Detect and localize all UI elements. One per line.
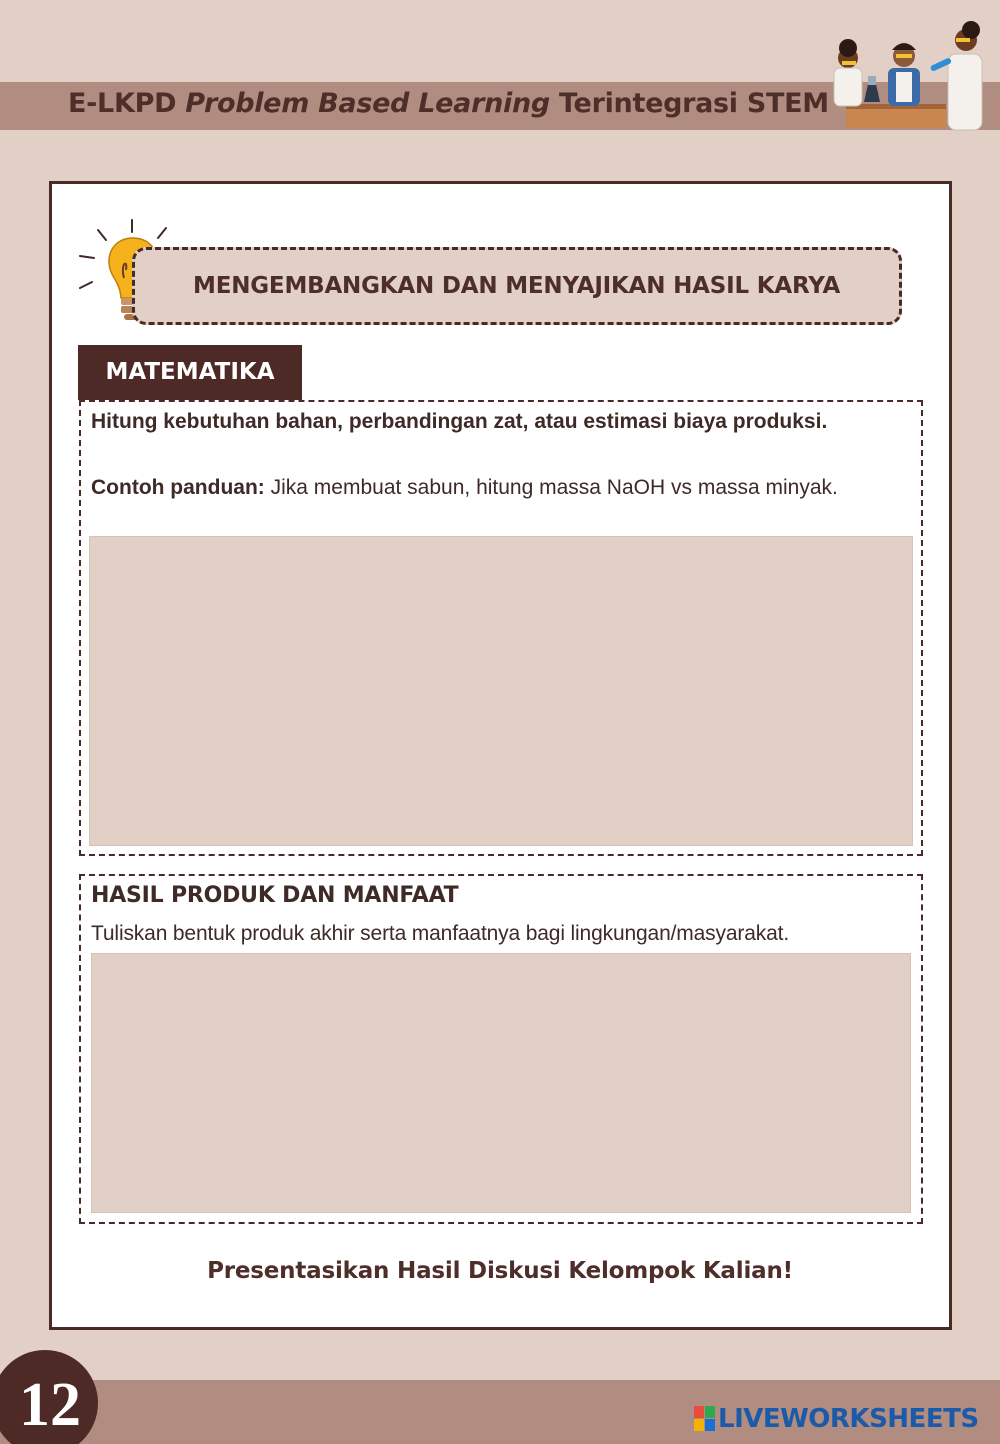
closing-text: Presentasikan Hasil Diskusi Kelompok Kalian!: [207, 1258, 793, 1284]
result-instruction: Tuliskan bentuk produk akhir serta manfaatnya bagi lingkungan/masyarakat.: [91, 922, 790, 945]
section-title: MENGEMBANGKAN DAN MENYAJIKAN HASIL KARYA: [193, 273, 841, 299]
result-answer-field[interactable]: [91, 953, 911, 1213]
header-title: [68, 88, 829, 124]
liveworksheets-logo-icon: [694, 1406, 716, 1432]
header-title-prefix: E-LKPD: [68, 88, 186, 119]
scientists-illustration: [826, 18, 986, 134]
result-heading: HASIL PRODUK DAN MANFAAT: [91, 883, 459, 908]
header-title-suffix: Terintegrasi STEM: [549, 88, 829, 119]
tab-matematika: MATEMATIKA: [78, 345, 302, 400]
liveworksheets-brand[interactable]: LIVEWORKSHEETS: [718, 1404, 979, 1434]
header-title-italic: Problem Based Learning: [185, 88, 550, 119]
math-guide-label: Contoh panduan:: [91, 476, 265, 499]
page-number: 12: [19, 1371, 81, 1439]
math-instruction: Hitung kebutuhan bahan, perbandingan zat, atau estimasi biaya produksi.: [91, 410, 828, 433]
math-answer-field[interactable]: [89, 536, 913, 846]
math-guide: [91, 473, 909, 502]
math-guide-text: Jika membuat sabun, hitung massa NaOH vs massa minyak.: [264, 476, 838, 499]
